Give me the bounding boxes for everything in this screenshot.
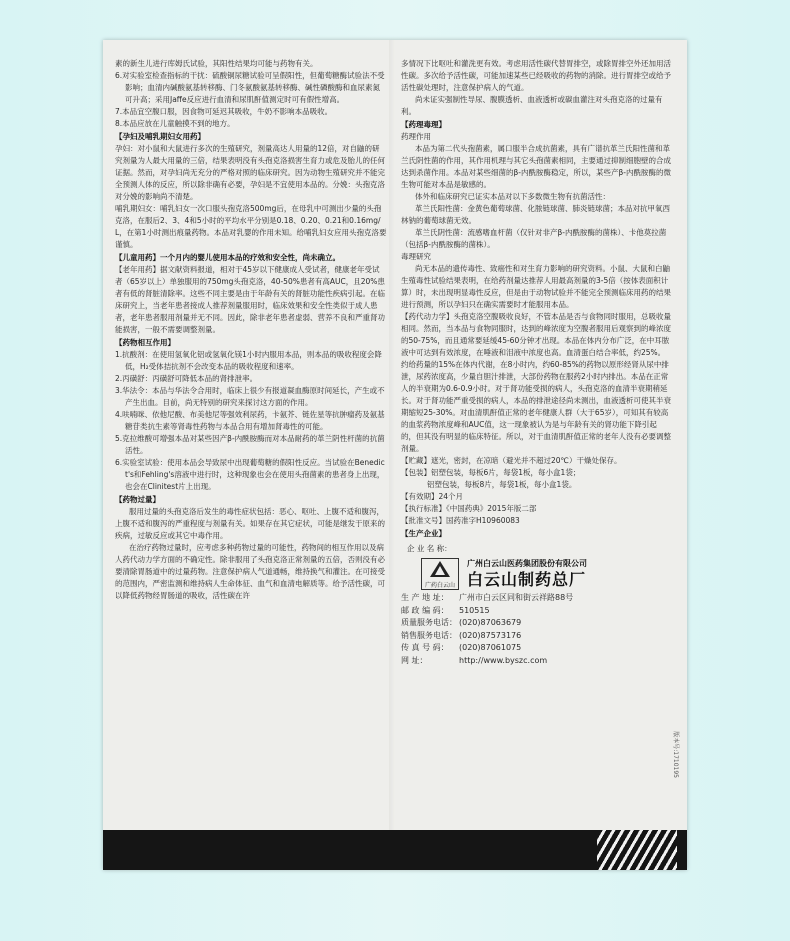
left-column-paragraph: 6.对实验室检查指标的干扰：硫酸铜尿糖试验可呈假阳性，但葡萄糖酶试验法不受影响；血清内碱酸氨基转移酶、门冬氨酸氨基转移酶、碱性磷酸酶和血尿素氮可升高；采用Jaffe反应进行血清和尿肌酐值测定时可有假性增高。 [115,71,385,104]
right-column-paragraph: 尚未证实强制性导尿、腹膜透析、血液透析或碳血灌注对头孢克洛的过量有利。 [401,95,663,116]
contact-key: 生 产 地 址： [401,593,449,602]
right-column-paragraph: 【批准文号】国药准字H10960083 [401,516,520,525]
left-column-paragraph: 【儿童用药】一个月内的婴儿使用本品的疗效和安全性，尚未确立。 [115,253,340,262]
contact-row [401,642,671,655]
left-column-paragraph: 在治疗药物过量时，应考虑多种药物过量的可能性，药物间的相互作用以及病人药代动力学方面的不确定性。除非服用了头孢克洛正常剂量的五倍，否则没有必要清除胃肠道中的过量药物。注意保护病人气道通畅，维持换气和灌注。在可接受的范围内，严密监测和维持病人生命体征、血气和血清电解质等。给予活性碳，可以降低药物经胃肠道的吸收，活性碳在许 [115,543,385,600]
contact-value: (020)87063679 [459,618,522,627]
contact-row [401,630,671,643]
left-column-paragraph: 【药物相互作用】 [115,338,175,347]
contact-row [401,592,671,605]
right-column-paragraph: 药理作用 [401,132,431,141]
left-column-paragraph: 1.抗酸剂：在使用氢氧化铝或氢氧化镁1小时内服用本品，则本品的吸收程度会降低，H₂受体拮抗剂不会改变本品的吸收程度和速率。 [115,350,382,371]
left-column-paragraph: 哺乳期妇女：哺乳妇女一次口服头孢克洛500mg后，在母乳中可测出少量的头孢克洛，在服后2、3、4和5小时的平均水平分别是0.18、0.20、0.21和0.16mg/L，在第1小时测出痕量药物。本品对乳婴的作用未知。给哺乳妇女应用头孢克洛要谨慎。 [115,204,387,249]
company-brand-name: 白云山制药总厂 [467,570,587,589]
brand-text [467,558,587,590]
contact-list [401,592,671,667]
right-column-paragraph: 体外和临床研究已证实本品对以下多数微生物有抗菌活性： [415,192,610,201]
logo-text: 广药白云山 [424,582,455,589]
contact-row [401,655,671,668]
company-block [401,543,671,667]
contact-value: 广州市白云区同和街云祥路88号 [459,593,574,602]
right-column [401,58,671,667]
company-full-name: 广州白云山医药集团股份有限公司 [467,559,587,568]
right-text [401,58,671,540]
left-column-paragraph: 4.呋喃咪、依他尼酸、布美他尼等强效利尿药，卡氨芥、链佐星等抗肿瘤药及氨基糖苷类抗生素等肾毒性药物与本品合用有增加肾毒性的可能。 [115,410,385,431]
version-code: 版本号:1710195 [672,731,679,778]
left-column-paragraph: 7.本品宜空腹口服，因食物可延迟其吸收，牛奶不影响本品吸收。 [115,107,333,116]
left-column-paragraph: 3.华法令：本品与华法令合用时，临床上很少有报道凝血酶原时间延长，产生或不产生出血。目前，尚无特别的研究来探讨这方面的作用。 [115,386,385,407]
right-column-paragraph: 【包装】铝塑包装，每板6片，每袋1板，每小盒1袋； [401,468,581,477]
stripe-pattern [597,830,677,870]
right-column-paragraph: 【药代动力学】头孢克洛空腹吸收良好，不管本品是否与食物同时服用，总吸收量相同。然而，当本品与食物同服时，达到的峰浓度为空腹者服用后观察到的峰浓度的50-75%，而且通常要延缓45-60分钟才出现。本品在体内分布广泛，在中耳脓液中可达到有效浓度，在唾液和泪液中浓度也高。血清蛋白结合率低，约25%。约给药量的15%在体内代谢，在8小时内，约60-85%的药物以原形经肾从尿中排泄，尿药浓度高，少量自胆汁排泄，大部份药物在服药2小时内排出。本品在正常人的半衰期为0.6-0.9小时。对于肾功能受损的病人，头孢克洛的血清半衰期稍延长。对于肾功能严重受损的病人，本品的排泄途径尚未测出，血液透析可使其半衰期缩短25-30%。对血清肌酐值正常的老年健康人群（大于65岁），可知其有较高的血浆药物浓度峰和AUC值，这一现象被认为是与年龄有关的肾功能下降引起的，但其没有明显的临床特征。所以，对于血清肌酐值正常的老年人没有必要调整剂量。 [401,312,671,453]
right-column-paragraph: 尚无本品的遗传毒性、致癌性和对生育力影响的研究资料。小鼠、大鼠和白鼬生殖毒性试验结果表明，在给药剂量达推荐人用最高剂量的3-5倍（按体表面积计算）时，未出现明显毒性反应，但是由于动物试验并不能完全预测临床用药的结果进行预测，所以孕妇只在确实需要时才能服用本品。 [401,264,671,309]
right-column-paragraph: 【有效期】24个月 [401,492,464,501]
contact-value: 510515 [459,605,490,615]
left-column-paragraph: 【药物过量】 [115,495,160,504]
left-column-paragraph: 8.本品应放在儿童触摸不到的地方。 [115,119,235,128]
right-column-paragraph: 革兰氏阳性菌：金黄色葡萄球菌、化脓链球菌、肺炎链球菌；本品对抗甲氧西林钠的葡萄球菌无效。 [401,204,670,225]
brand-row [421,558,671,590]
left-column-paragraph: 孕妇：对小鼠和大鼠进行多次的生殖研究，剂量高达人用量的12倍，对自鼬的研究剂量为人最大用量的三倍，结果表明没有头孢克洛损害生育力或危及胎儿的任何证据。然而，对孕妇尚无充分的严格对照的临床研究。因为动物生殖研究并不能完全预测人体的反应，所以除非确有必要，孕妇是不宜使用本品的。分娩：头孢克洛对分娩的影响尚不清楚。 [115,144,385,201]
right-column-paragraph: 本品为第二代头孢菌素，属口服半合成抗菌素，具有广谱抗革兰氏阳性菌和革兰氏阴性菌的作用，其作用机理与其它头孢菌素相同，主要通过抑制细胞壁的合成达到杀菌作用。本品对某些细菌的β-内酰胺酶稳定，所以，某些产β-内酰胺酶的微生物可能对本品是敏感的。 [401,144,671,189]
left-column-paragraph: 【老年用药】据文献资料报道，相对于45岁以下健康成人受试者，健康老年受试者（65岁以上）单独服用的750mg头孢克洛，40-50%患者有高AUC，且20%患者有低的肾脏清除率。这些不同主要是由于年龄有关的肾脏功能性疾病引起。在临床研究上，当老年患者接成人推荐剂量服用时，临床效果和安全性类似于成人患者，老年患者服用剂量并无不同。因此，除非老年患者虚弱、营养不良和严重肾功能损害，一般不需要调整剂量。 [115,265,385,334]
left-column-paragraph: 素的新生儿进行库姆氏试验，其阳性结果均可能与药物有关。 [115,59,318,68]
right-column-paragraph: 毒理研究 [401,252,431,261]
contact-key: 质量服务电话： [401,618,457,627]
bottom-band [103,830,687,870]
right-column-paragraph: 多情况下比呕吐和灌洗更有效。考虑用活性碳代替胃排空，或除胃排空外还加用活性碳。多次给予活性碳，可能加速某些已经吸收的药物的消除。进行胃排空或给予活性碳处理时，注意保护病人的气道。 [401,59,671,92]
contact-key: 传 真 号 码： [401,643,449,652]
left-column-paragraph: 5.克拉维酸可增强本品对某些因产β-内酰胺酶而对本品耐药的革兰阴性杆菌的抗菌活性。 [115,434,385,455]
left-column-paragraph: 2.丙磺舒：丙磺舒可降低本品的肾排泄率。 [115,374,258,383]
left-column-paragraph: 【孕妇及哺乳期妇女用药】 [115,132,205,141]
right-column-paragraph: 【贮藏】遮光，密封，在凉暗（避光并不超过20℃）干燥处保存。 [401,456,622,465]
contact-key: 邮 政 编 码： [401,605,449,615]
contact-row [401,605,671,618]
left-column-paragraph: 6.实验室试验：使用本品会导致尿中出现葡萄糖的假阳性反应。当试验在Benedict's和Fehling's溶液中进行时，这种现象也会在使用头孢菌素的患者身上出现，也会在Clinitest片上出现。 [115,458,385,491]
right-column-paragraph: 铝塑包装，每板8片，每袋1板，每小盒1袋。 [427,480,577,489]
right-column-paragraph: 革兰氏阴性菌：流感嗜血杆菌（仅针对非产β-内酰胺酶的菌株）、卡他莫拉菌（包括β-内酰胺酶的菌株）。 [401,228,667,249]
contact-value: (020)87573176 [459,630,522,640]
left-column-paragraph: 服用过量的头孢克洛后发生的毒性症状包括：恶心、呕吐、上腹不适和腹泻，上腹不适和腹泻的严重程度与剂量有关。如果存在其它症状，可能是继发于原来的疾病，过敏反应或其它中毒作用。 [115,507,385,540]
company-name-label: 企 业 名 称： [407,544,452,553]
contact-row [401,617,671,630]
contact-value: (020)87061075 [459,643,522,652]
baiyunshan-logo-icon [421,558,459,590]
right-column-paragraph: 【生产企业】 [401,529,446,538]
left-column [115,58,387,602]
right-column-paragraph: 【药理毒理】 [401,120,446,129]
contact-value: http://www.byszc.com [459,655,548,665]
contact-key: 网 址： [401,655,428,665]
contact-key: 销售服务电话： [401,630,457,640]
fold-shadow [389,40,395,830]
leaflet-sheet [103,40,687,870]
right-column-paragraph: 【执行标准】《中国药典》2015年版二部 [401,504,537,513]
